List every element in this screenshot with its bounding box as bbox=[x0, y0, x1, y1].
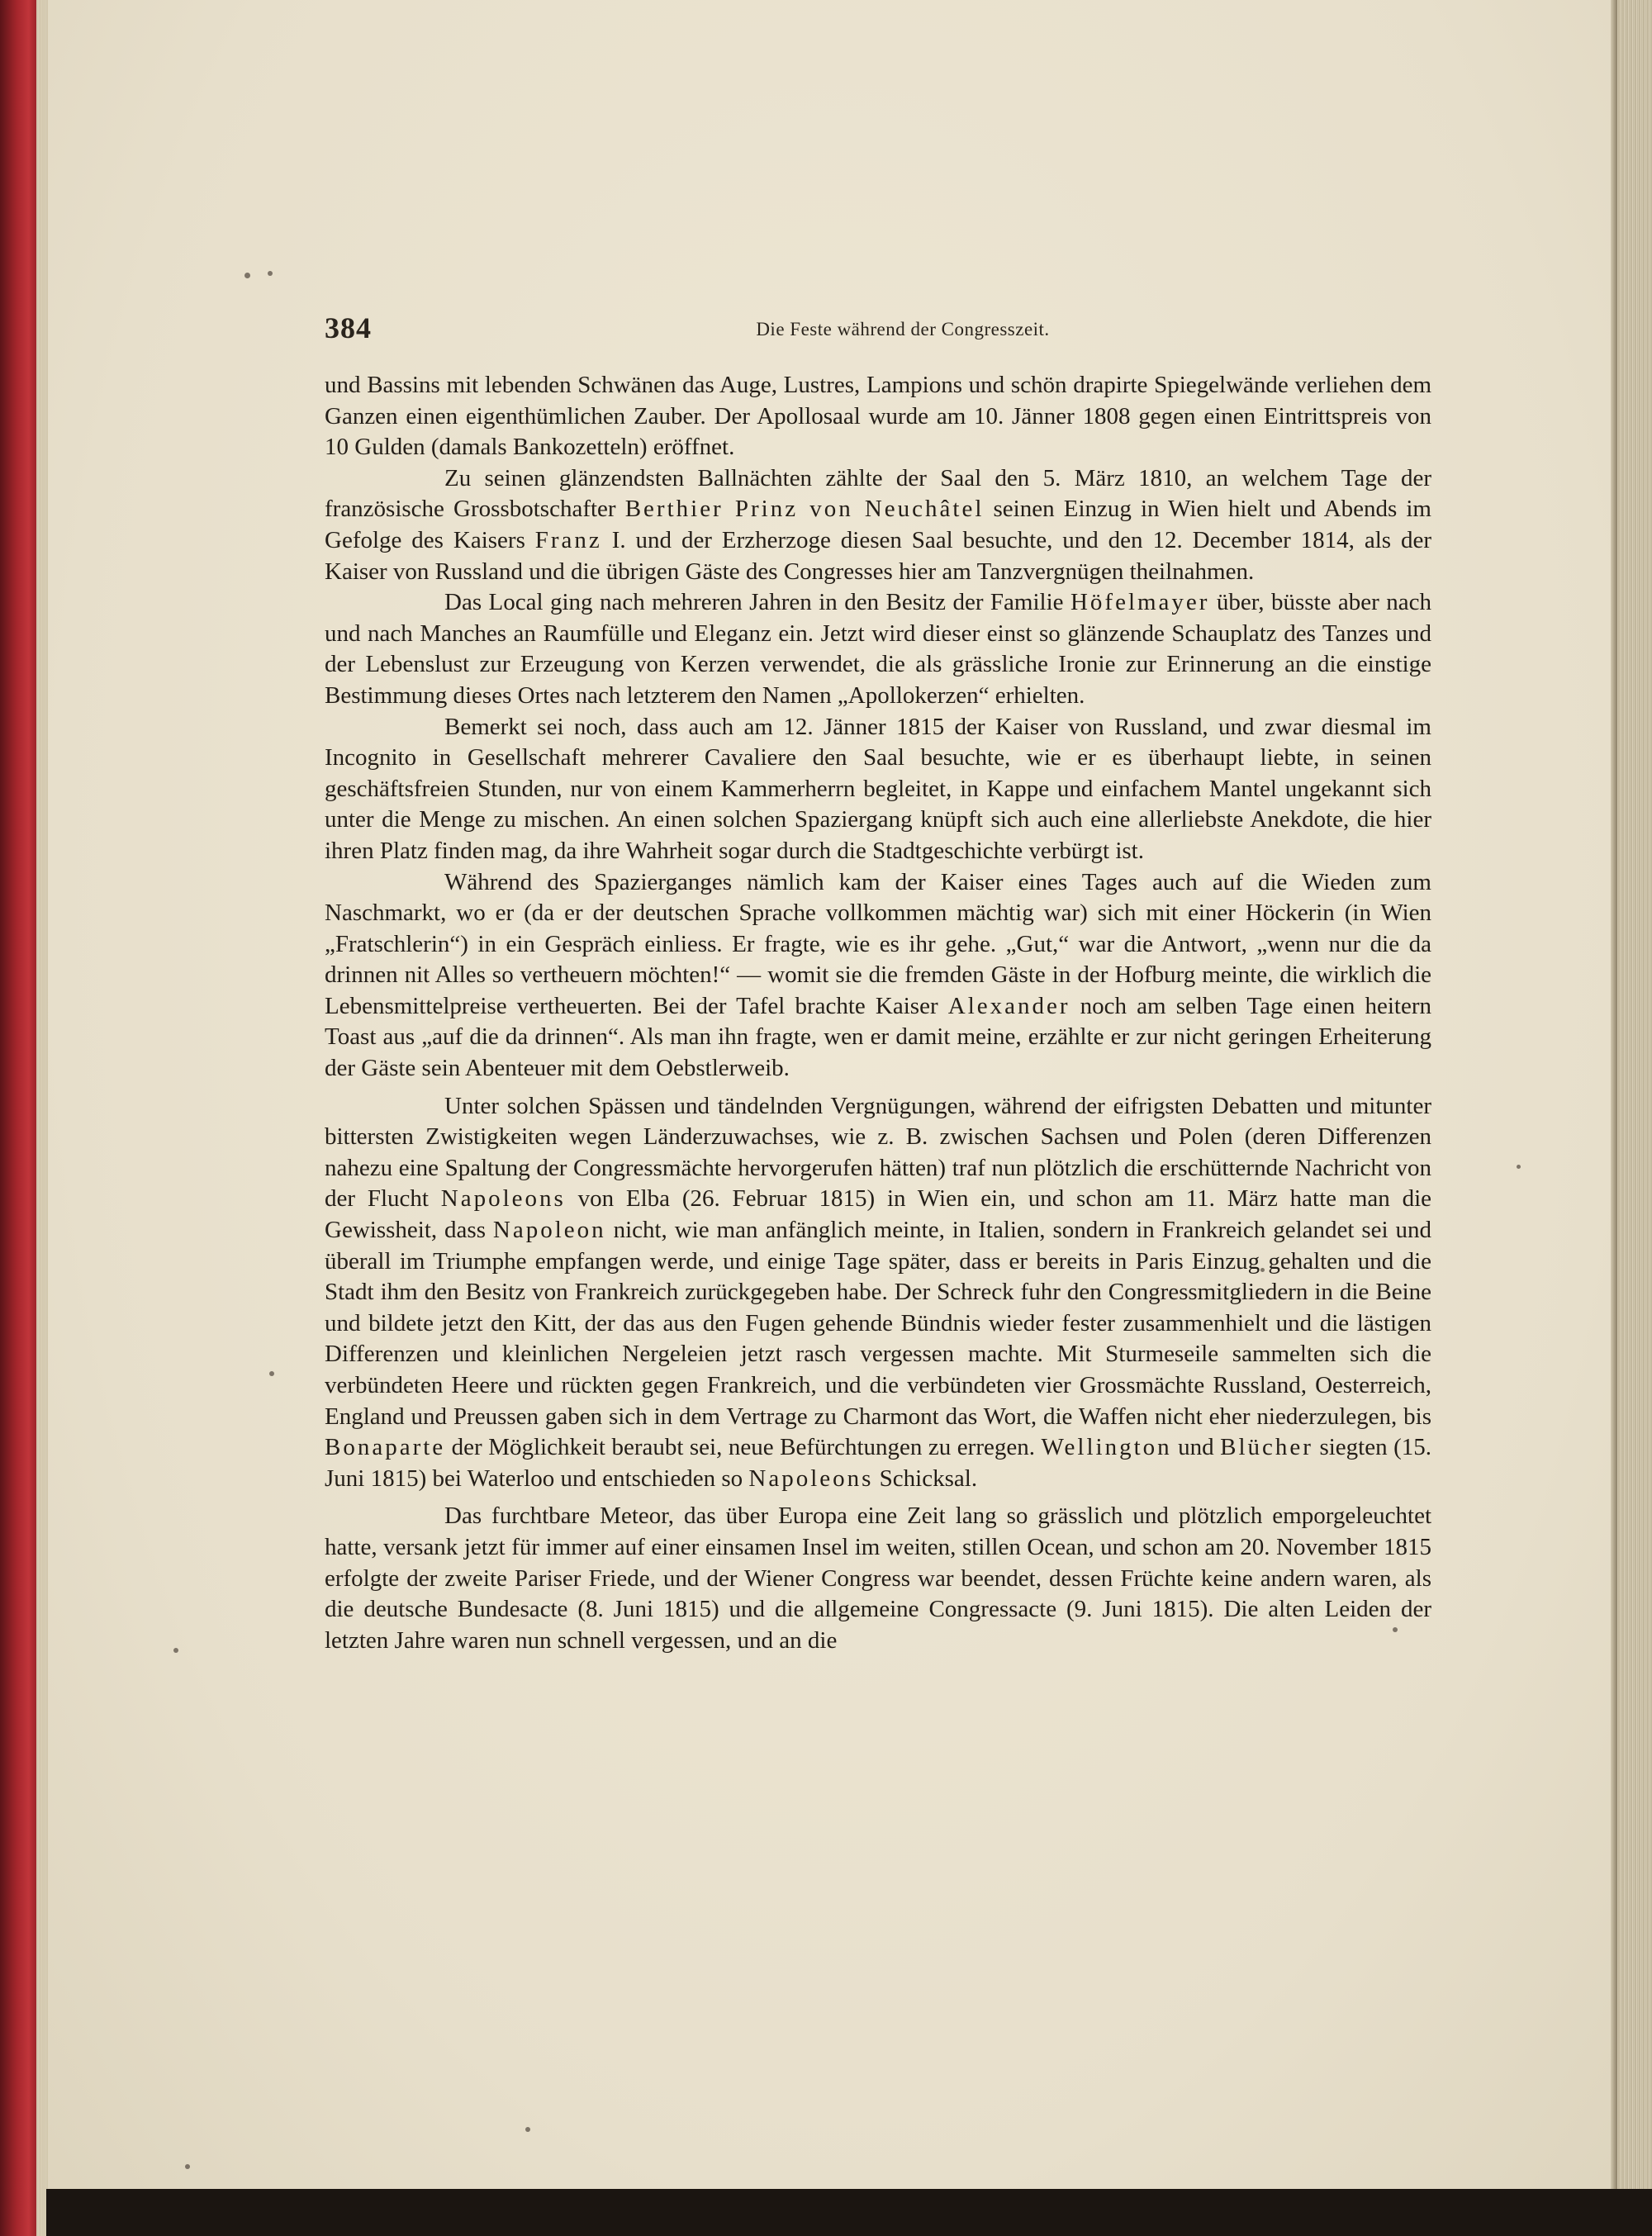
spaced-name: Blücher bbox=[1220, 1434, 1313, 1461]
spaced-name: Napoleons bbox=[748, 1465, 874, 1492]
spaced-name: Alexander bbox=[947, 992, 1070, 1019]
scan-bottom bbox=[46, 2189, 1652, 2236]
spaced-name: Napoleon bbox=[492, 1217, 606, 1244]
speck bbox=[1517, 1165, 1521, 1169]
spaced-name: Napoleons bbox=[440, 1185, 566, 1213]
paragraph: Während des Spazierganges nämlich kam der Kaiser eines Tages auch auf die Wieden zum Naschmarkt, wo er (da er der deutschen Sprache vollkommen mächtig war) sich mit einer Höckerin (in Wien „Fratschlerin“) in ein Gespräch einliess. Er fragte, wie es ihr gehe. „Gut,“ war die Antwort, „wenn nur die da drinnen nit Alles so vertheuern möchten!“ — womit sie die fremden Gäste in der Hofburg meinte, die wirklich die Lebensmittelpreise vertheuerten. Bei der Tafel brachte Kaiser Alexander noch am selben Tage einen heitern Toast aus „auf die da drinnen“. Als man ihn fragte, wen er damit meine, erzählte er zur nicht geringen Erheiterung der Gäste sein Abenteuer mit dem Oebstlerweib. bbox=[325, 868, 1431, 1082]
page-header bbox=[325, 311, 1431, 360]
body-text bbox=[325, 370, 1431, 1656]
speck bbox=[185, 2164, 190, 2169]
spaced-name: Bonaparte bbox=[325, 1434, 446, 1461]
speck bbox=[173, 1648, 178, 1653]
paragraph: Das furchtbare Meteor, das über Europa eine Zeit lang so grässlich und plötzlich emporgeleuchtet hatte, versank jetzt für immer auf einer einsamen Insel im weiten, stillen Ocean, und schon am 20. November 1815 erfolgte der zweite Pariser Friede, und der Wiener Congress war beendet, dessen Früchte keine andern waren, als die deutsche Bundesacte (8. Juni 1815) und die allgemeine Congressacte (9. Juni 1815). Die alten Leiden der letzten Jahre waren nun schnell vergessen, und an die bbox=[325, 1503, 1431, 1654]
speck bbox=[525, 2127, 530, 2132]
paragraph: Zu seinen glänzendsten Ballnächten zählte der Saal den 5. März 1810, an welchem Tage der französische Grossbotschafter Berthier Prinz von Neuchâtel seinen Einzug in Wien hielt und Abends im Gefolge des Kaisers Franz I. und der Erzherzoge diesen Saal besuchte, und den 12. December 1814, als der Kaiser von Russland und die übrigen Gäste des Congresses hier am Tanzvergnügen theilnahmen. bbox=[325, 464, 1431, 585]
paragraph: Bemerkt sei noch, dass auch am 12. Jänner 1815 der Kaiser von Russland, und zwar diesmal im Incognito in Gesellschaft mehrerer Cavaliere den Saal besuchte, wie er es überhaupt liebte, in seinen geschäftsfreien Stunden, nur von einem Kammerherrn begleitet, in Kappe und einfachem Mantel ungekannt sich unter die Menge zu mischen. An einen solchen Spaziergang knüpft sich auch eine allerliebste Anekdote, die hier ihren Platz finden mag, da ihre Wahrheit sogar durch die Stadtgeschichte verbürgt ist. bbox=[325, 713, 1431, 864]
speck bbox=[244, 273, 250, 278]
paragraph: und Bassins mit lebenden Schwänen das Auge, Lustres, Lampions und schön drapirte Spiegelwände verliehen dem Ganzen einen eigenthümlichen Zauber. Der Apollosaal wurde am 10. Jänner 1808 gegen einen Eintrittspreis von 10 Gulden (damals Bankozetteln) eröffnet. bbox=[325, 372, 1431, 461]
page-stack-edge bbox=[1617, 0, 1652, 2236]
speck bbox=[268, 271, 273, 276]
spaced-name: Wellington bbox=[1041, 1434, 1172, 1461]
speck bbox=[269, 1371, 274, 1376]
book-binding bbox=[0, 0, 48, 2236]
paragraph: Unter solchen Spässen und tändelnden Vergnügungen, während der eifrigsten Debatten und mitunter bittersten Zwistigkeiten wegen Länderzuwachses, wie z. B. zwischen Sachsen und Polen (deren Differenzen nahezu eine Spaltung der Congressmächte hervorgerufen hätten) traf nun plötzlich die erschütternde Nachricht von der Flucht Napoleons von Elba (26. Februar 1815) in Wien ein, und schon am 11. März hatte man die Gewissheit, dass Napoleon nicht, wie man anfänglich meinte, in Italien, sondern in Frankreich gelandet sei und überall im Triumphe empfangen werde, und einige Tage später, dass er bereits in Paris Einzug gehalten und die Stadt ihm den Besitz von Frankreich zurückgegeben habe. Der Schreck fuhr den Congressmitgliedern in die Beine und bildete jetzt den Kitt, der das aus den Fugen gehende Bündnis wieder fester zusammenhielt und die lästigen Differenzen und kleinlichen Nergeleien jetzt rasch vergessen machte. Mit Sturmeseile sammelten sich die verbündeten Heere und rückten gegen Frankreich, und die verbündeten vier Grossmächte Russland, Oesterreich, England und Preussen gaben sich in dem Vertrage zu Charmont das Wort, die Waffen nicht eher niederzulegen, bis Bonaparte der Möglichkeit beraubt sei, neue Befürchtungen zu erregen. Wellington und Blücher siegten (15. Juni 1815) bei Waterloo und entschieden so Napoleons Schicksal. bbox=[325, 1092, 1431, 1492]
spaced-name: Höfelmayer bbox=[1070, 589, 1210, 616]
page-edge bbox=[1611, 0, 1617, 2214]
spaced-name: Berthier Prinz von Neuchâtel bbox=[624, 496, 985, 523]
page-number: 384 bbox=[325, 311, 372, 344]
paragraph: Das Local ging nach mehreren Jahren in den Besitz der Familie Höfelmayer über, büsste aber nach und nach Manches an Raumfülle und Eleganz ein. Jetzt wird dieser einst so glänzende Schauplatz des Tanzes und der Lebenslust zur Erzeugung von Kerzen verwendet, die als grässliche Ironie zur Erinnerung an die einstige Bestimmung dieses Ortes nach letzterem den Namen „Apollokerzen“ erhielten. bbox=[325, 589, 1431, 709]
running-head: Die Feste während der Congresszeit. bbox=[756, 319, 1050, 339]
spaced-name: Franz bbox=[534, 526, 602, 553]
